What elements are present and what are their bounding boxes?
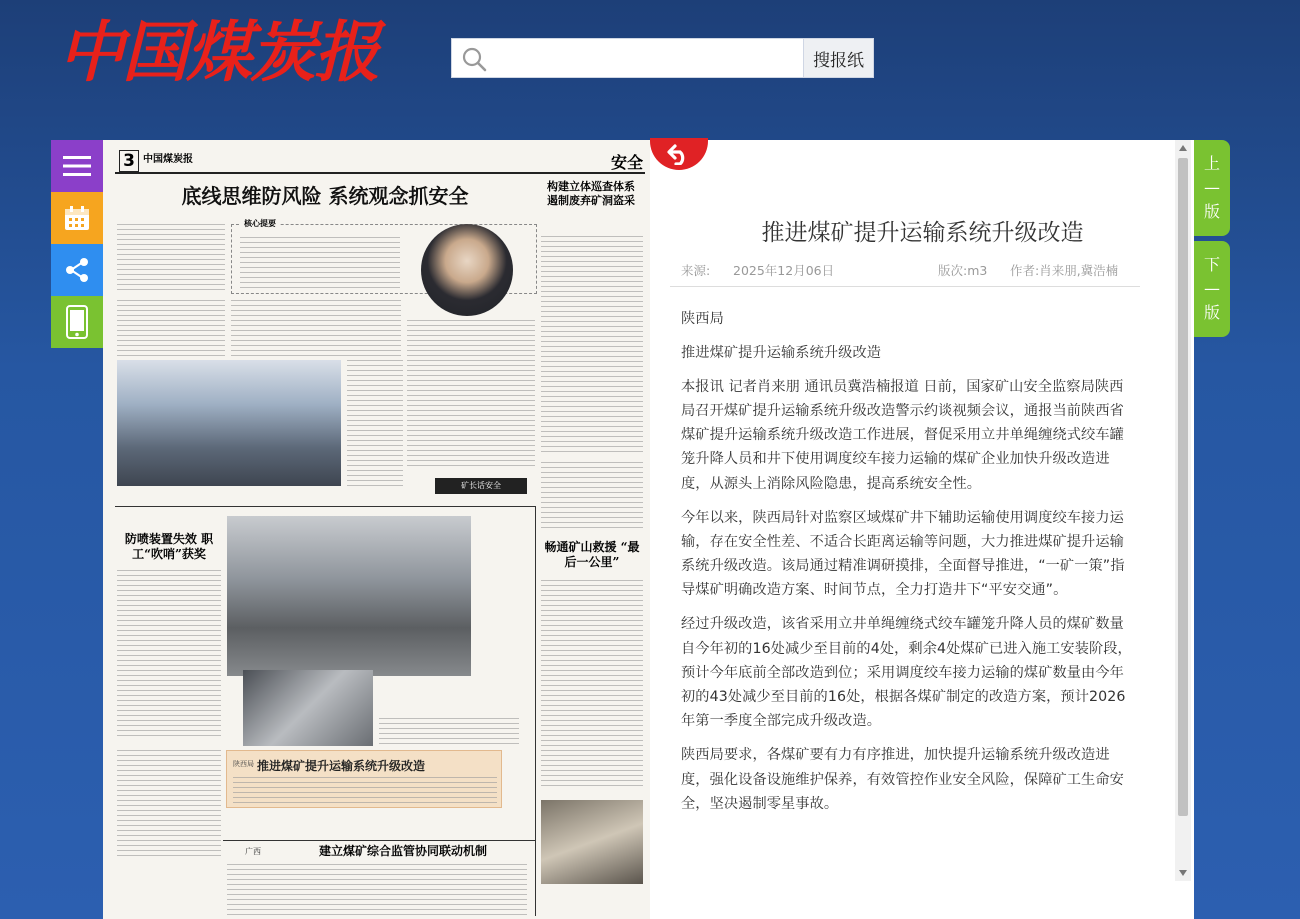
paper-text-block	[117, 750, 221, 860]
article-title: 推进煤矿提升运输系统升级改造	[761, 220, 1084, 246]
prev-label-char: 版	[1203, 202, 1220, 221]
phone-icon	[66, 305, 88, 339]
paper-mid-headline-right[interactable]: 畅通矿山救援 “最后一公里”	[544, 540, 640, 569]
paper-drill-photo	[243, 670, 373, 746]
paper-text-block	[231, 300, 401, 356]
scroll-up-arrow[interactable]	[1175, 140, 1191, 156]
paper-mid-headline-left[interactable]: 防喷装置失效 职工“吹哨”获奖	[124, 532, 214, 561]
article-body	[681, 307, 1136, 826]
paper-text-block	[347, 360, 403, 486]
next-label-char: —	[1204, 279, 1220, 298]
paper-bottom-tag: 广西	[245, 847, 261, 856]
paper-group-photo	[227, 516, 471, 676]
share-icon	[63, 256, 91, 284]
article-paragraph: 陕西局	[681, 311, 724, 327]
paper-divider	[115, 506, 535, 507]
paper-brand: 中国煤炭报	[143, 154, 193, 165]
previous-page-button[interactable]	[1194, 140, 1230, 236]
paper-text-block	[117, 570, 221, 740]
paper-text-block	[117, 300, 225, 356]
next-label-char: 版	[1203, 303, 1220, 322]
search-icon	[460, 45, 488, 73]
share-button[interactable]	[51, 244, 103, 296]
paper-text-block	[541, 236, 643, 456]
search-box	[451, 38, 804, 78]
paper-headline[interactable]: 底线思维防风险 系统观念抓安全	[181, 184, 469, 208]
paper-text-block	[541, 462, 643, 532]
paper-highlight-title: 推进煤矿提升运输系统升级改造	[257, 759, 426, 773]
article-paragraph: 推进煤矿提升运输系统升级改造	[681, 344, 882, 361]
next-label-char: 下	[1203, 255, 1220, 274]
article-source-label: 来源:	[681, 263, 711, 278]
article-paragraph: 本报讯 记者肖来朋 通讯员冀浩楠报道 日前，国家矿山安全监察局陕西局召开煤矿提升运输系统升级改造警示约谈视频会议，通报当前陕西省煤矿提升运输系统升级改造工作进展，督促采用立井单绳缠绕式绞车罐笼升降人员和井下使用调度绞车接力运输的煤矿企业加快升级改造进度，从源头上消除风险隐患，提高系统安全性。	[681, 378, 1124, 492]
paper-column-badge: 矿长话安全	[435, 478, 527, 494]
scrollbar-thumb[interactable]	[1178, 158, 1188, 816]
paper-control-room-photo	[117, 360, 341, 486]
paper-text-block	[240, 237, 400, 289]
menu-button[interactable]	[51, 140, 103, 192]
site-logo[interactable]: 中国煤炭报	[58, 13, 378, 91]
search-button[interactable]: 搜报纸	[804, 38, 874, 78]
article-scrollbar[interactable]	[1175, 140, 1191, 881]
paper-masthead	[115, 148, 645, 174]
scroll-down-arrow[interactable]	[1175, 865, 1191, 881]
paper-text-block	[233, 777, 497, 805]
menu-icon	[63, 155, 91, 177]
paper-text-block	[407, 320, 535, 470]
paper-divider	[223, 840, 535, 841]
article-date: 2025年12月06日	[733, 263, 835, 278]
article-author: 作者:肖来朋,冀浩楠	[1010, 263, 1119, 278]
article-meta-divider	[670, 286, 1140, 287]
article-paragraph: 经过升级改造，该省采用立井单绳缠绕式绞车罐笼升降人员的煤矿数量自今年初的16处减少至目前的4处，剩余4处煤矿已进入施工安装阶段，预计今年底前全部改造到位；采用调度绞车接力运输的煤矿数量由今年初的43处减少至目前的16处，根据各煤矿制定的改造方案，预计2026年第一季度全部完成升级改造。	[681, 616, 1132, 730]
paper-rescue-photo	[541, 800, 643, 884]
search-input[interactable]	[494, 39, 799, 77]
mobile-button[interactable]	[51, 296, 103, 348]
paper-section: 安全	[610, 153, 643, 172]
paper-bottom-headline[interactable]: 建立煤矿综合监管协同联动机制	[318, 844, 487, 858]
prev-label-char: 上	[1203, 154, 1220, 173]
calendar-button[interactable]	[51, 192, 103, 244]
paper-side-headline[interactable]: 构建立体巡查体系 遏制废弃矿洞盗采	[547, 180, 635, 207]
triangle-up-icon	[1179, 145, 1187, 151]
article-paragraph: 陕西局要求，各煤矿要有力有序推进，加快提升运输系统升级改造进度，强化设备设施维护保养，有效管控作业安全风险，保障矿工生命安全，坚决遏制零星事故。	[681, 747, 1124, 812]
paper-text-block	[117, 224, 225, 294]
article-edition: 版次:m3	[938, 263, 988, 278]
paper-portrait-photo	[421, 224, 513, 316]
calendar-icon	[63, 204, 91, 232]
next-page-button[interactable]	[1194, 241, 1230, 337]
paper-page-number: 3	[119, 150, 139, 172]
paper-column-rule	[535, 506, 536, 916]
article-paragraph: 今年以来，陕西局针对监察区域煤矿井下辅助运输使用调度绞车接力运输，存在安全性差、不适合长距离运输等问题，大力推进煤矿提升运输系统升级改造。该局通过精准调研摸排，全面督导推进，“一矿一策”指导煤矿明确改造方案、时间节点，全力打造井下“平安交通”。	[681, 509, 1125, 599]
paper-highlight-tag: 陕西局	[233, 760, 254, 768]
paper-text-block	[379, 718, 519, 744]
paper-text-block	[227, 864, 527, 916]
newspaper-page-image[interactable]	[103, 140, 650, 919]
triangle-down-icon	[1179, 870, 1187, 876]
prev-label-char: —	[1204, 178, 1220, 197]
paper-highlighted-article[interactable]	[226, 750, 502, 808]
article-panel	[670, 140, 1175, 919]
main-panel	[103, 140, 1194, 919]
paper-core-tip-label: 核心提要	[240, 218, 280, 229]
paper-text-block	[541, 580, 643, 790]
